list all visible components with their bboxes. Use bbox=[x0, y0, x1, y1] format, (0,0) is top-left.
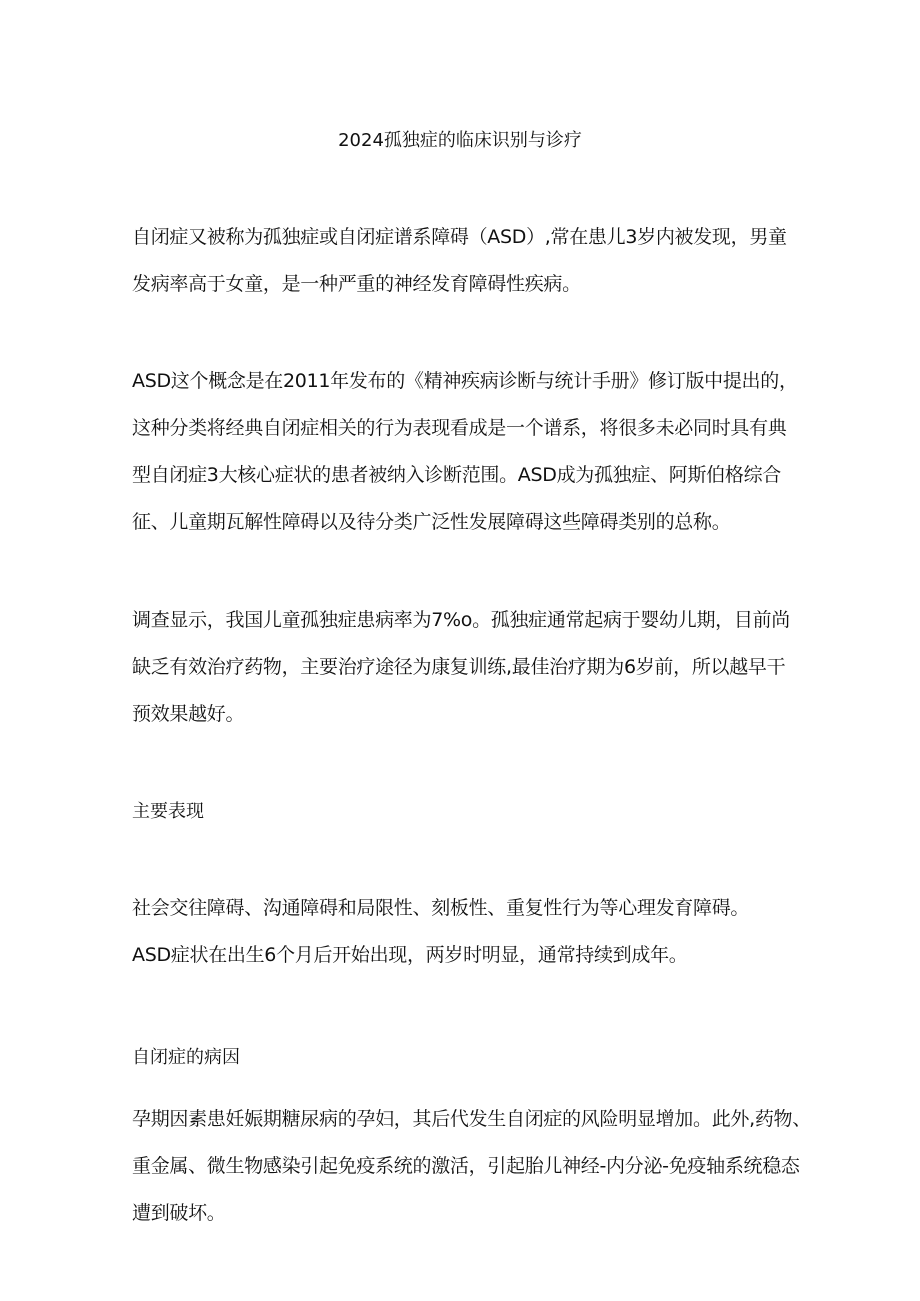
paragraph-line: 自闭症又被称为孤独症或自闭症谱系障碍（ASD）,常在患儿3岁内被发现，男童 bbox=[132, 226, 787, 248]
intro-paragraph bbox=[132, 214, 797, 308]
paragraph-line: 孕期因素患妊娠期糖尿病的孕妇，其后代发生自闭症的风险明显增加。此外,药物、 bbox=[132, 1108, 811, 1130]
paragraph-line: 型自闭症3大核心症状的患者被纳入诊断范围。ASD成为孤独症、阿斯伯格综合 bbox=[132, 464, 781, 486]
symptom-line: ASD症状在出生6个月后开始出现，两岁时明显，通常持续到成年。 bbox=[132, 944, 688, 966]
paragraph-line: 预效果越好。 bbox=[132, 703, 245, 725]
paragraph-line: 征、儿童期瓦解性障碍以及待分类广泛性发展障碍这些障碍类别的总称。 bbox=[132, 511, 731, 533]
paragraph-line: 缺乏有效治疗药物，主要治疗途径为康复训练,最佳治疗期为6岁前，所以越早干 bbox=[132, 656, 786, 678]
paragraph-line: 遭到破坏。 bbox=[132, 1202, 226, 1224]
section-heading-symptoms: 主要表现 bbox=[132, 801, 204, 822]
paragraph-line: 发病率高于女童，是一种严重的神经发育障碍性疾病。 bbox=[132, 273, 581, 295]
asd-concept-paragraph bbox=[132, 358, 797, 546]
causes-paragraph bbox=[132, 1096, 811, 1237]
paragraph-line: 调查显示，我国儿童孤独症患病率为7%o。孤独症通常起病于婴幼儿期，目前尚 bbox=[132, 609, 790, 631]
document-title: 2024孤独症的临床识别与诊疗 bbox=[338, 130, 582, 151]
paragraph-line: 重金属、微生物感染引起免疫系统的激活，引起胎儿神经-内分泌-免疫轴系统稳态 bbox=[132, 1155, 800, 1177]
paragraph-line: 这种分类将经典自闭症相关的行为表现看成是一个谱系，将很多未必同时具有典 bbox=[132, 417, 787, 439]
symptom-line: 社会交往障碍、沟通障碍和局限性、刻板性、重复性行为等心理发育障碍。 bbox=[132, 897, 750, 919]
paragraph-line: ASD这个概念是在2011年发布的《精神疾病诊断与统计手册》修订版中提出的， bbox=[132, 370, 798, 392]
prevalence-paragraph bbox=[132, 597, 797, 738]
section-heading-causes: 自闭症的病因 bbox=[132, 1047, 240, 1068]
